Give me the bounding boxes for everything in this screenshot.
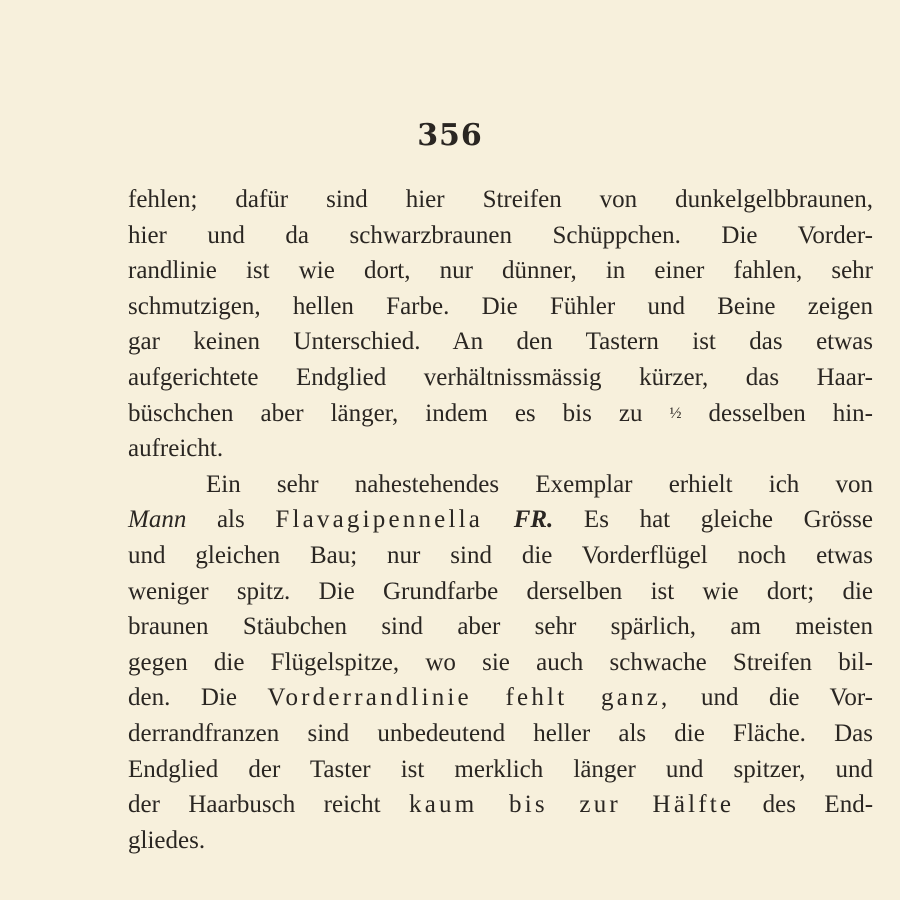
text-segment [483,506,514,533]
text-line: braunen Stäubchen sind aber sehr spärlich, am meisten [128,613,873,641]
text-line: weniger spitz. Die Grundfarbe derselben ist wie dort; die [128,577,873,605]
text-line: aufgerichtete Endglied verhältnissmässig kürzer, das Haar- [128,363,873,391]
text-segment: der Haarbusch reicht [128,791,410,819]
text-line: randlinie ist wie dort, nur dünner, in einer fahlen, sehr [128,257,873,285]
text-segment: den. Die [128,684,268,712]
text-line: fehlen; dafür sind hier Streifen von dunkelgelbbraunen, [128,186,873,213]
text-line [128,502,873,538]
text-line: und gleichen Bau; nur sind die Vorderflügel noch etwas [128,541,873,569]
text-line: gar keinen Unterschied. An den Tastern ist das etwas [128,328,873,356]
text-line [128,787,873,823]
text-line: derrandfranzen sind unbedeutend heller als die Fläche. Das [128,719,873,747]
text-segment: als [186,506,276,534]
text-line: gliedes. [128,826,206,854]
text-line: Endglied der Taster ist merklich länger und spitzer, und [128,755,873,783]
text-segment: Es hat gleiche Grösse [553,506,873,534]
fraction: ½ [669,404,682,422]
species-name: Flavagipennella [275,506,484,534]
paragraph-start-line: Ein sehr nahestehendes Exemplar erhielt ich von [206,470,873,498]
author-name: Mann [128,506,187,534]
text-line [128,396,873,432]
spaced-emphasis: Vorderrandlinie fehlt ganz, [267,684,671,712]
text-line: gegen die Flügelspitze, wo sie auch schwache Streifen bil- [128,648,873,676]
text-segment: des End- [734,791,874,819]
body-text [128,182,873,858]
text-line: aufreicht. [128,435,224,463]
text-segment: büschchen aber länger, indem es bis zu [128,399,670,427]
text-segment: desselben hin- [681,399,873,427]
text-line: schmutzigen, hellen Farbe. Die Fühler und Beine zeigen [128,292,873,320]
text-line [128,680,873,716]
spaced-emphasis: kaum bis zur Hälfte [409,791,735,819]
text-line: hier und da schwarzbraunen Schüppchen. Die Vorder- [128,221,873,249]
page-number: 356 [417,118,483,153]
text-segment: und die Vor- [670,684,874,712]
author-abbreviation: FR. [513,506,554,534]
